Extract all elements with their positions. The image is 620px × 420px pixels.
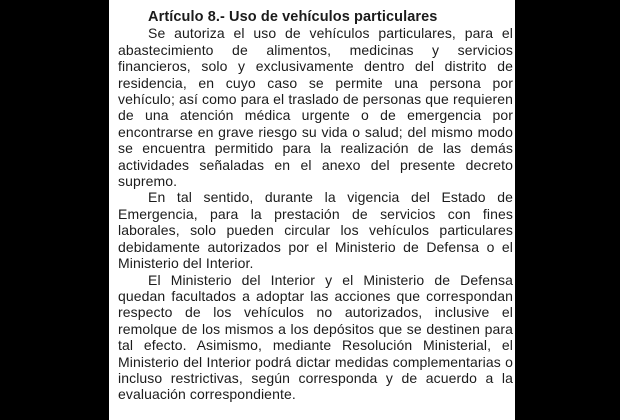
- letterbox-left: [0, 0, 109, 420]
- document-page: [109, 0, 515, 420]
- paragraph-vehicle-use-authorization: Se autoriza el uso de vehículos particulares, para el abastecimiento de alimentos, medicinas y servicios financieros, solo y exclusivamente dentro del distrito de residencia, en cuyo caso se permite una persona por vehículo; así como para el traslado de personas que requieren de una atención médica urgente o de emergencia por encontrarse en grave riesgo su vida o salud; del mismo modo se encuentra permitido para la realización de las demás actividades señaladas en el anexo del presente decreto supremo.: [118, 25, 513, 190]
- paragraph-ministries-powers: El Ministerio del Interior y el Ministerio de Defensa quedan facultados a adoptar las acciones que correspondan respecto de los vehículos no autorizados, inclusive el remolque de los mismos a los depósitos que se destinen para tal efecto. Asimismo, mediante Resolución Ministerial, el Ministerio del Interior podrá dictar medidas complementarias o incluso restrictivas, según corresponda y de acuerdo a la evaluación correspondiente.: [118, 271, 513, 403]
- paragraph-labor-circulation: En tal sentido, durante la vigencia del Estado de Emergencia, para la prestación de servicios con fines laborales, solo pueden circular los vehículos particulares debidamente autorizados por el Ministerio de Defensa o el Ministerio del Interior.: [118, 189, 513, 272]
- article-title: Artículo 8.- Uso de vehículos particulares: [148, 9, 438, 25]
- letterbox-right: [515, 0, 620, 420]
- document-body: [109, 0, 515, 403]
